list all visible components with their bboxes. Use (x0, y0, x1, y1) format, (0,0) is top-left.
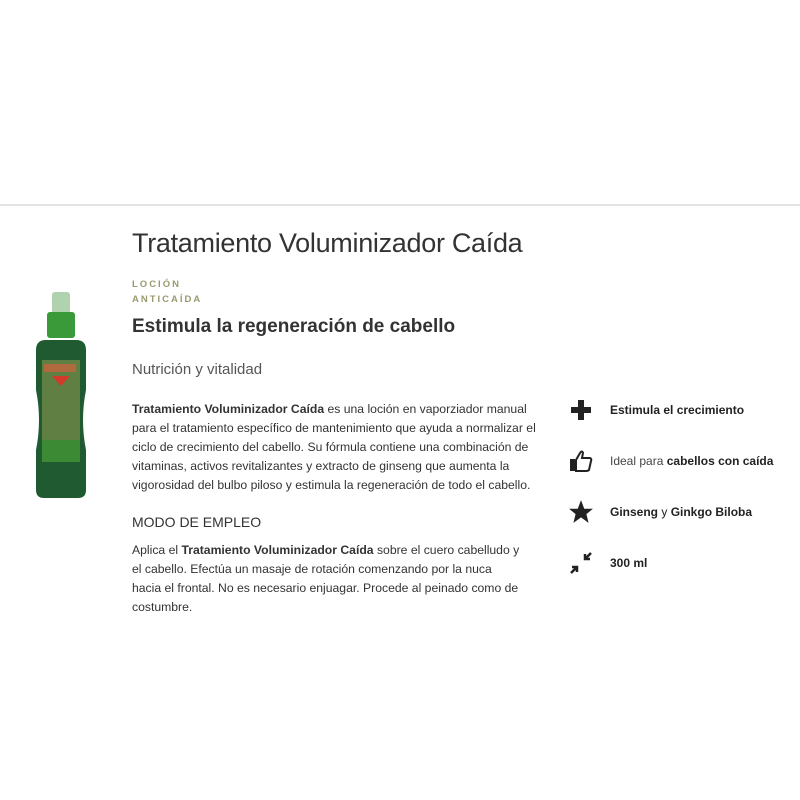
plus-icon (568, 397, 594, 423)
feature-text-bold: 300 ml (610, 556, 648, 570)
usage-text (132, 541, 522, 617)
product-name: Tratamiento Voluminizador Caída (181, 543, 374, 557)
product-image (30, 290, 92, 502)
feature-item (568, 550, 647, 576)
feature-text: Estimula el crecimiento (610, 403, 745, 417)
feature-text-bold: cabellos con caída (666, 454, 774, 468)
usage-rest: sobre el cuero cabelludo y el cabello. Efectúa un masaje de rotación comenzando por la nuca hacia el frontal. No es necesario enjuagar. Procede al peinado como de costumbre. (132, 543, 520, 614)
usage-pre: Aplica el (132, 543, 182, 557)
feature-item (568, 499, 752, 525)
usage-heading: MODO DE EMPLEO (132, 514, 262, 530)
feature-text-bold: Ginseng (610, 505, 659, 519)
product-name: Tratamiento Voluminizador Caída (132, 402, 325, 416)
page-title: Tratamiento Voluminizador Caída (132, 228, 523, 258)
description (132, 400, 552, 495)
category-label: LOCIÓN (132, 279, 181, 290)
category-label: ANTICAÍDA (132, 294, 203, 305)
feature-item (568, 448, 773, 474)
thumbs-up-icon (568, 448, 594, 474)
description-text: es una loción en vaporziador manual para el tratamiento específico de mantenimiento que ayuda a normalizar el ciclo de crecimiento del cabello. Su fórmula contiene una combinación de vitaminas, activos revitalizantes y extracto de ginseng que aumenta la vigorosidad del bulbo piloso y estimula la regeneración de todo el cabello. (132, 402, 536, 492)
feature-text: Ideal para (610, 454, 664, 468)
divider (0, 204, 800, 206)
feature-text-bold: Ginkgo Biloba (670, 505, 753, 519)
feature-item (568, 397, 744, 423)
subtitle: Nutrición y vitalidad (132, 361, 263, 378)
feature-text: y (658, 505, 671, 519)
compress-icon (568, 550, 594, 576)
headline: Estimula la regeneración de cabello (132, 316, 456, 337)
star-icon (568, 499, 594, 525)
